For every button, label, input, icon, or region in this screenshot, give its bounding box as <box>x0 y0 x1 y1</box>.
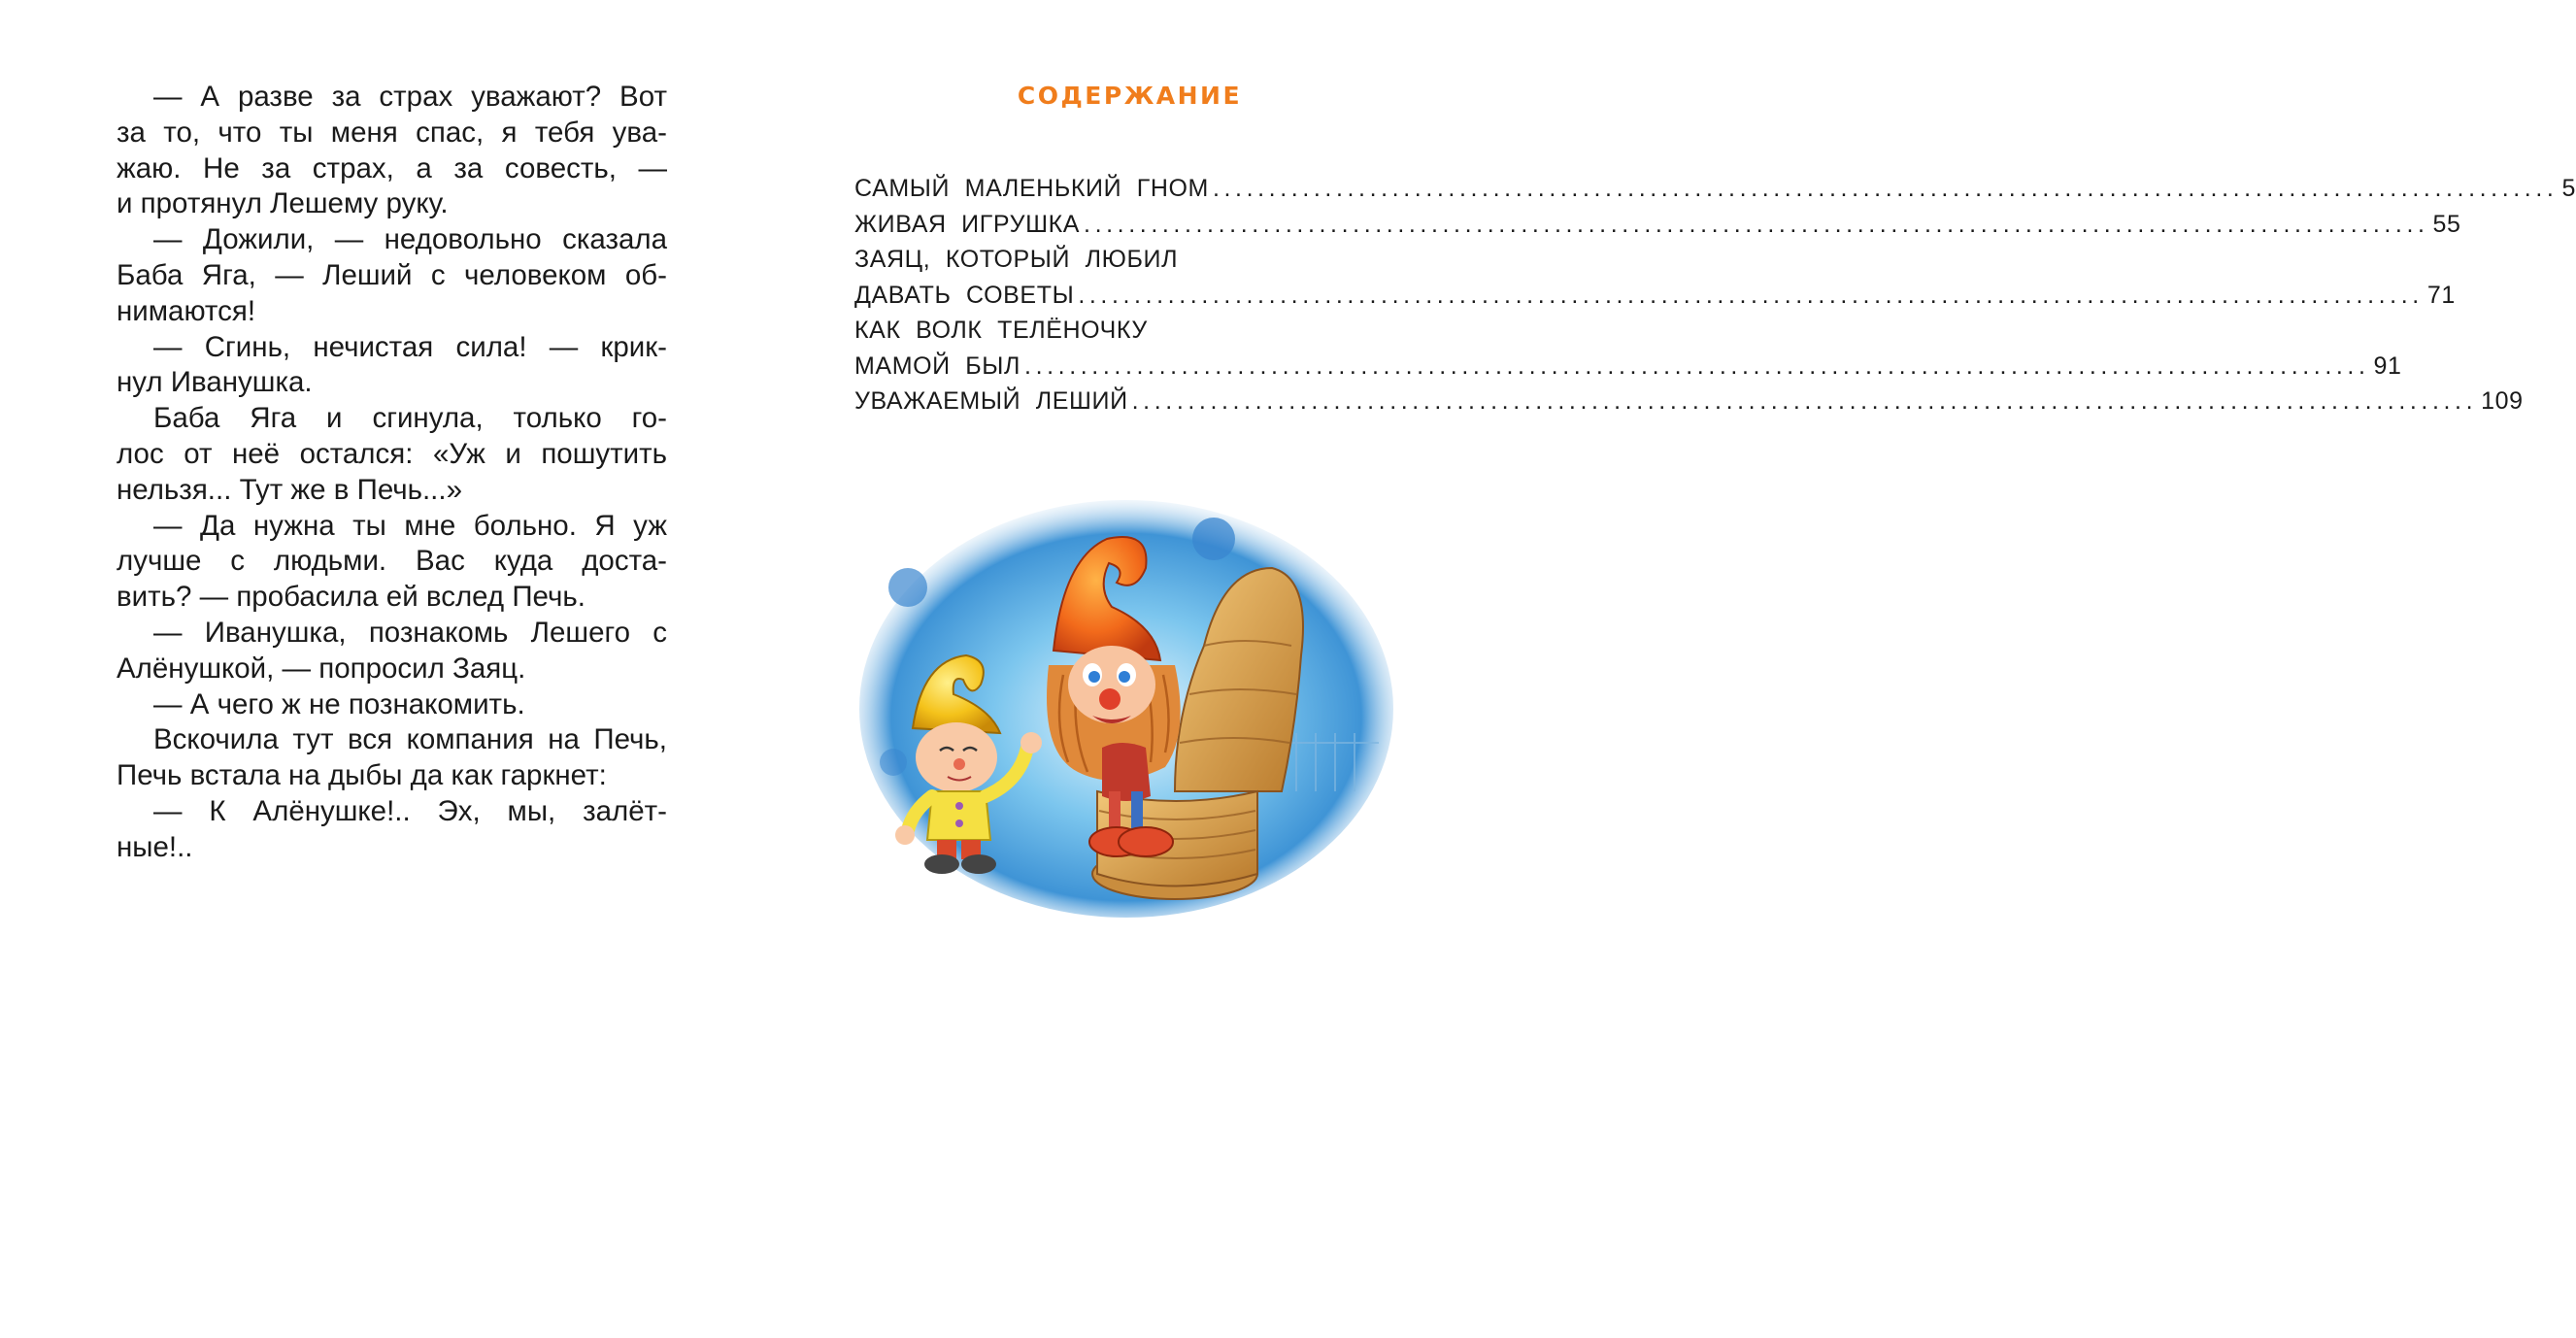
story-line: Баба Яга и сгинула, только го- <box>153 402 667 435</box>
story-line: — К Алёнушке!.. Эх, мы, залёт- <box>153 794 667 827</box>
story-line: ные!.. <box>117 830 193 863</box>
toc-leader-dots: ........................................................................................................................ <box>1078 281 2424 309</box>
story-line: жаю. Не за страх, а за совесть, — <box>117 151 667 184</box>
gnome-and-leshy-illustration <box>854 500 1398 918</box>
toc-leader-dots: ........................................................................................................................ <box>1212 175 2559 202</box>
story-line: лучше с людьми. Вас куда доста- <box>117 545 667 578</box>
story-line: — Иванушка, познакомь Лешего с <box>153 616 667 649</box>
story-line: — Сгинь, нечистая сила! — крик- <box>153 330 667 363</box>
story-line: — А разве за страх уважают? Вот <box>153 81 667 113</box>
toc-entry-title: ДАВАТЬ СОВЕТЫ <box>854 281 1075 309</box>
bubble-decoration <box>888 568 927 607</box>
toc-leader-dots: ........................................................................................................................ <box>1024 351 2370 380</box>
story-line: и протянул Лешему руку. <box>117 187 449 220</box>
story-line: нельзя... Тут же в Печь...» <box>117 473 462 506</box>
table-of-contents <box>854 171 2576 419</box>
story-line: Печь встала на дыбы да как гаркнет: <box>117 759 607 792</box>
toc-title: СОДЕРЖАНИЕ <box>1017 82 1243 110</box>
toc-entry[interactable] <box>854 313 2402 384</box>
story-line: за то, что ты меня спас, я тебя ува- <box>117 116 667 149</box>
toc-entry-page: 109 <box>2481 387 2524 415</box>
toc-entry-title: УВАЖАЕМЫЙ ЛЕШИЙ <box>854 387 1128 415</box>
bubble-decoration <box>880 749 907 776</box>
toc-entry-title: ЖИВАЯ ИГРУШКА <box>854 210 1081 238</box>
toc-entry[interactable] <box>854 207 2461 243</box>
story-line: вить? — пробасила ей вслед Печь. <box>117 581 585 614</box>
toc-entry-page: 71 <box>2426 281 2456 309</box>
story-line: нул Иванушка. <box>117 366 313 399</box>
toc-entry-page: 5 <box>2561 175 2576 202</box>
story-line: Вскочила тут вся компания на Печь, <box>153 723 667 756</box>
story-text <box>117 80 667 866</box>
toc-entry-title-line1: ЗАЯЦ, КОТОРЫЙ ЛЮБИЛ <box>854 246 1179 273</box>
story-line: — Дожили, — недовольно сказала <box>153 223 667 256</box>
toc-entry-page: 55 <box>2432 210 2461 238</box>
toc-leader-dots: ........................................................................................................................ <box>1084 210 2429 238</box>
toc-entry[interactable] <box>854 242 2456 313</box>
toc-entry[interactable] <box>854 171 2576 207</box>
toc-entry-page: 91 <box>2373 351 2402 380</box>
toc-entry-title: САМЫЙ МАЛЕНЬКИЙ ГНОМ <box>854 175 1209 202</box>
story-line: Баба Яга, — Леший с человеком об- <box>117 258 667 291</box>
toc-entry-title: МАМОЙ БЫЛ <box>854 351 1021 380</box>
toc-entry-title-line1: КАК ВОЛК ТЕЛЁНОЧКУ <box>854 317 1148 344</box>
story-line: лос от неё остался: «Уж и пошутить <box>117 437 667 470</box>
toc-entry[interactable] <box>854 384 2524 419</box>
story-line: — А чего ж не познакомить. <box>153 687 525 720</box>
toc-leader-dots: ........................................................................................................................ <box>1131 387 2478 415</box>
bubble-decoration <box>1192 518 1235 560</box>
story-line: Алёнушкой, — попросил Заяц. <box>117 652 526 685</box>
story-line: нимаются! <box>117 294 256 327</box>
story-line: — Да нужна ты мне больно. Я уж <box>153 509 667 542</box>
